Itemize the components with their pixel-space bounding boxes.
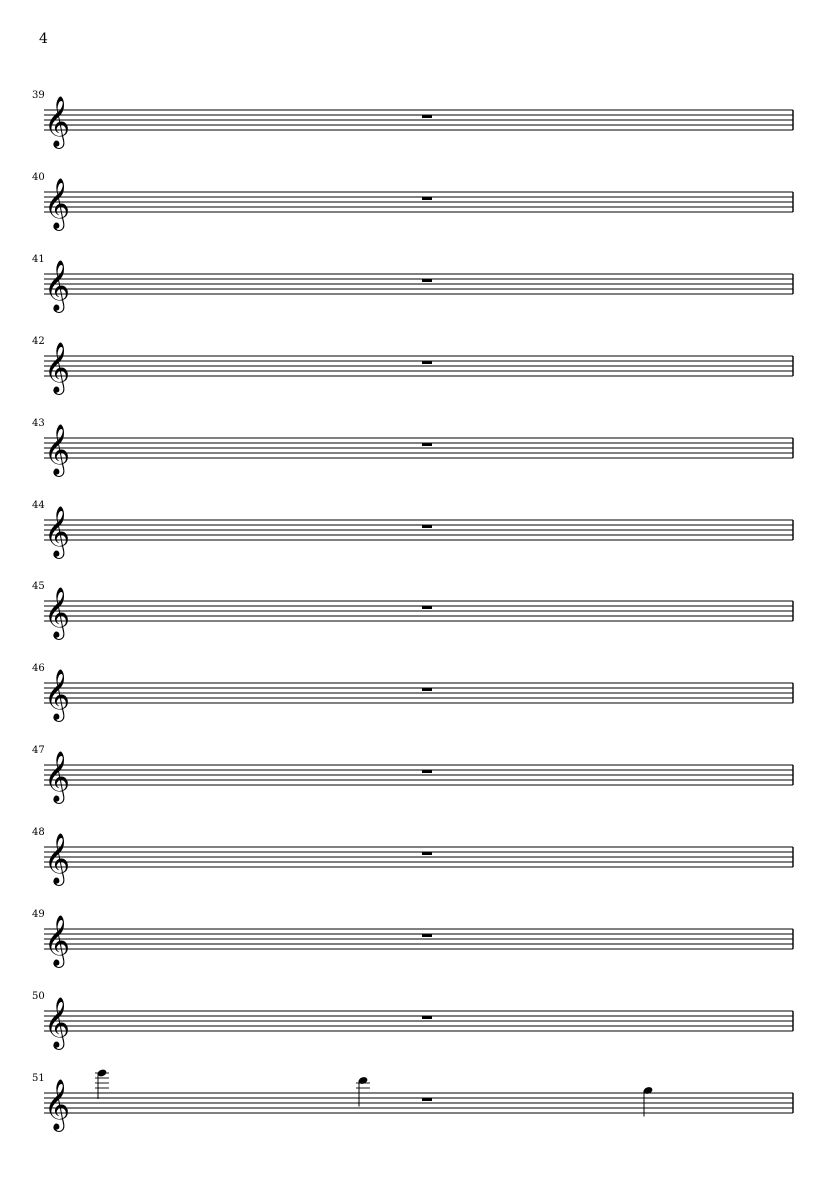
measure-number: 46 [32,663,45,674]
staff-system [0,1053,835,1133]
measure-number: 47 [32,745,45,756]
measure-number: 45 [32,581,45,592]
staff [0,480,835,560]
measure-number: 41 [32,254,45,265]
staff-system [0,807,835,887]
staff [0,643,835,723]
staff [0,1053,835,1133]
whole-rest [422,934,432,937]
staff [0,152,835,232]
treble-clef-icon: 𝄞 [44,96,71,147]
treble-clef-icon: 𝄞 [44,587,71,638]
treble-clef-icon: 𝄞 [44,1079,71,1130]
treble-clef-icon: 𝄞 [44,669,71,720]
measure-number: 42 [32,336,45,347]
staff [0,971,835,1051]
whole-rest [422,279,432,282]
whole-rest [422,1016,432,1019]
staff [0,889,835,969]
staff-system [0,316,835,396]
treble-clef-icon: 𝄞 [44,260,71,311]
whole-rest [422,688,432,691]
staff-system [0,152,835,232]
whole-rest [422,361,432,364]
whole-rest [422,443,432,446]
treble-clef-icon: 𝄞 [44,751,71,802]
whole-rest [422,115,432,118]
treble-clef-icon: 𝄞 [44,997,71,1048]
staff-system [0,561,835,641]
staff-system [0,398,835,478]
staff-system [0,725,835,805]
staff [0,234,835,314]
staff [0,561,835,641]
treble-clef-icon: 𝄞 [44,506,71,557]
whole-rest [422,525,432,528]
whole-rest [422,606,432,609]
staff [0,725,835,805]
staff [0,398,835,478]
measure-number: 40 [32,172,45,183]
treble-clef-icon: 𝄞 [44,342,71,393]
measure-number: 48 [32,827,45,838]
treble-clef-icon: 𝄞 [44,424,71,475]
measure-number: 44 [32,500,45,511]
measure-number: 51 [32,1073,45,1084]
staff [0,70,835,150]
whole-rest [422,197,432,200]
measure-number: 50 [32,991,45,1002]
measure-number: 49 [32,909,45,920]
staff [0,316,835,396]
treble-clef-icon: 𝄞 [44,915,71,966]
measure-number: 39 [32,90,45,101]
staff-system [0,480,835,560]
measure-number: 43 [32,418,45,429]
page-number: 4 [39,31,48,47]
treble-clef-icon: 𝄞 [44,833,71,884]
treble-clef-icon: 𝄞 [44,178,71,229]
staff-system [0,889,835,969]
staff-system [0,643,835,723]
staff [0,807,835,887]
whole-rest [422,1098,432,1101]
staff-system [0,70,835,150]
staff-system [0,971,835,1051]
staff-system [0,234,835,314]
whole-rest [422,770,432,773]
whole-rest [422,852,432,855]
